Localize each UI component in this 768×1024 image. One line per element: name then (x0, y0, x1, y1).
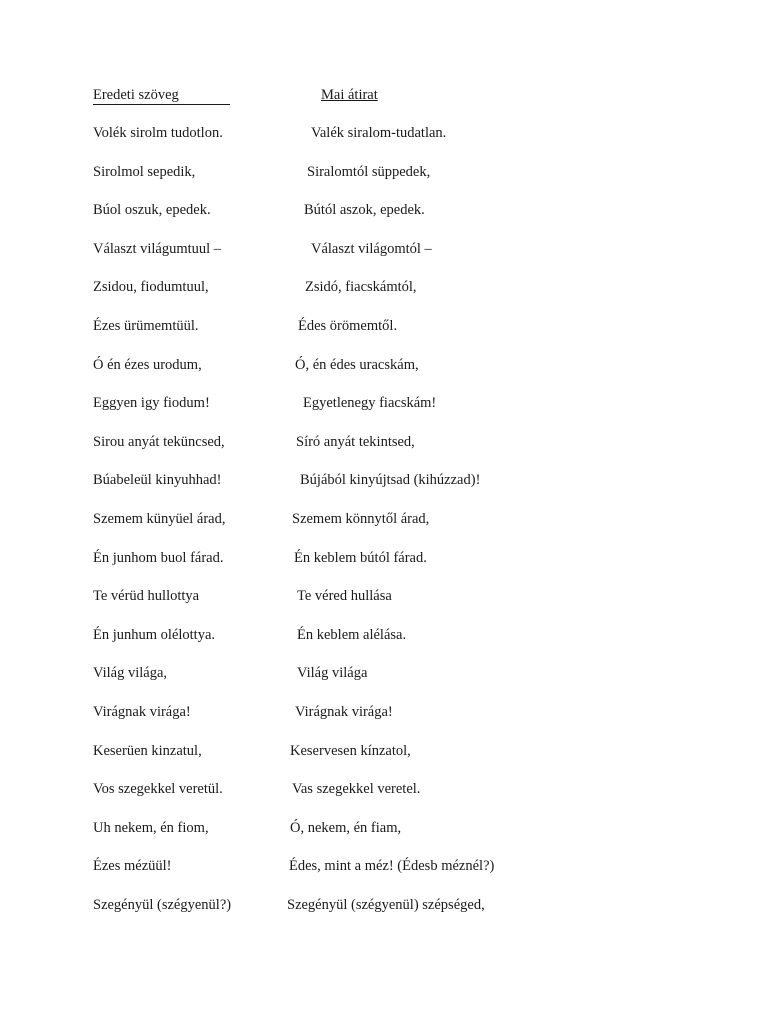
original-line: Sirou anyát teküncsed, (93, 433, 225, 450)
poem-row (0, 588, 768, 627)
header-modern-transcription: Mai átirat (321, 87, 378, 103)
header-original-text: Eredeti szöveg (93, 87, 230, 105)
original-line: Választ világumtuul – (93, 240, 222, 257)
original-line: Te vérüd hullottya (93, 588, 200, 605)
poem-row (0, 781, 768, 820)
modern-line: Szegényül (szégyenül) szépséged, (287, 896, 485, 913)
poem-row (0, 550, 768, 589)
modern-line: Keservesen kínzatol, (290, 742, 411, 759)
original-line: Szemem künyüel árad, (93, 510, 226, 527)
original-line: Vos szegekkel veretül. (93, 781, 223, 798)
modern-line: Ó, nekem, én fiam, (290, 819, 402, 836)
original-line: Virágnak virága! (93, 703, 191, 720)
modern-line: Vas szegekkel veretel. (292, 781, 421, 798)
poem-row (0, 357, 768, 396)
poem-row (0, 858, 768, 897)
original-line: Eggyen igy fiodum! (93, 395, 210, 412)
original-line: Zsidou, fiodumtuul, (93, 279, 209, 296)
modern-line: Világ világa (297, 665, 368, 682)
modern-line: Zsidó, fiacskámtól, (305, 279, 417, 296)
original-line: Én junhom buol fárad. (93, 549, 224, 566)
poem-lines (0, 125, 768, 935)
poem-row (0, 279, 768, 318)
poem-row (0, 665, 768, 704)
modern-line: Bújából kinyújtsad (kihúzzad)! (300, 472, 481, 489)
poem-row (0, 627, 768, 666)
modern-line: Édes, mint a méz! (Édesb méznél?) (289, 858, 495, 875)
modern-line: Ó, én édes uracskám, (295, 356, 419, 373)
original-line: Keserüen kinzatul, (93, 742, 202, 759)
original-line: Én junhum olélottya. (93, 626, 216, 643)
poem-row (0, 434, 768, 473)
poem-row (0, 897, 768, 936)
original-line: Ó én ézes urodum, (93, 356, 202, 373)
poem-row (0, 472, 768, 511)
poem-row (0, 241, 768, 280)
modern-line: Szemem könnytől árad, (292, 510, 430, 527)
modern-line: Te véred hullása (297, 588, 392, 605)
modern-line: Virágnak virága! (295, 703, 393, 720)
original-line: Búol oszuk, epedek. (93, 202, 211, 219)
poem-row (0, 125, 768, 164)
column-headers (0, 87, 768, 107)
poem-row (0, 743, 768, 782)
poem-row (0, 202, 768, 241)
original-line: Uh nekem, én fiom, (93, 819, 209, 836)
modern-line: Bútól aszok, epedek. (304, 202, 425, 219)
original-line: Sirolmol sepedik, (93, 163, 196, 180)
poem-row (0, 395, 768, 434)
original-line: Volék sirolm tudotlon. (93, 125, 223, 141)
original-line: Ézes ürümemtüül. (93, 317, 199, 334)
poem-row (0, 820, 768, 859)
modern-line: Választ világomtól – (311, 240, 432, 257)
modern-line: Én keblem alélása. (297, 626, 407, 643)
original-line: Búabeleül kinyuhhad! (93, 472, 222, 489)
poem-row (0, 511, 768, 550)
modern-line: Egyetlenegy fiacskám! (303, 395, 437, 412)
poem-row (0, 164, 768, 203)
modern-line: Valék siralom-tudatlan. (311, 125, 447, 141)
original-line: Ézes mézüül! (93, 858, 172, 875)
original-line: Szegényül (szégyenül?) (93, 896, 232, 913)
original-line: Világ világa, (93, 665, 168, 682)
modern-line: Én keblem bútól fárad. (294, 549, 427, 566)
poem-row (0, 318, 768, 357)
modern-line: Síró anyát tekintsed, (296, 433, 415, 450)
modern-line: Siralomtól süppedek, (307, 163, 431, 180)
poem-row (0, 704, 768, 743)
modern-line: Édes örömemtől. (298, 317, 398, 334)
